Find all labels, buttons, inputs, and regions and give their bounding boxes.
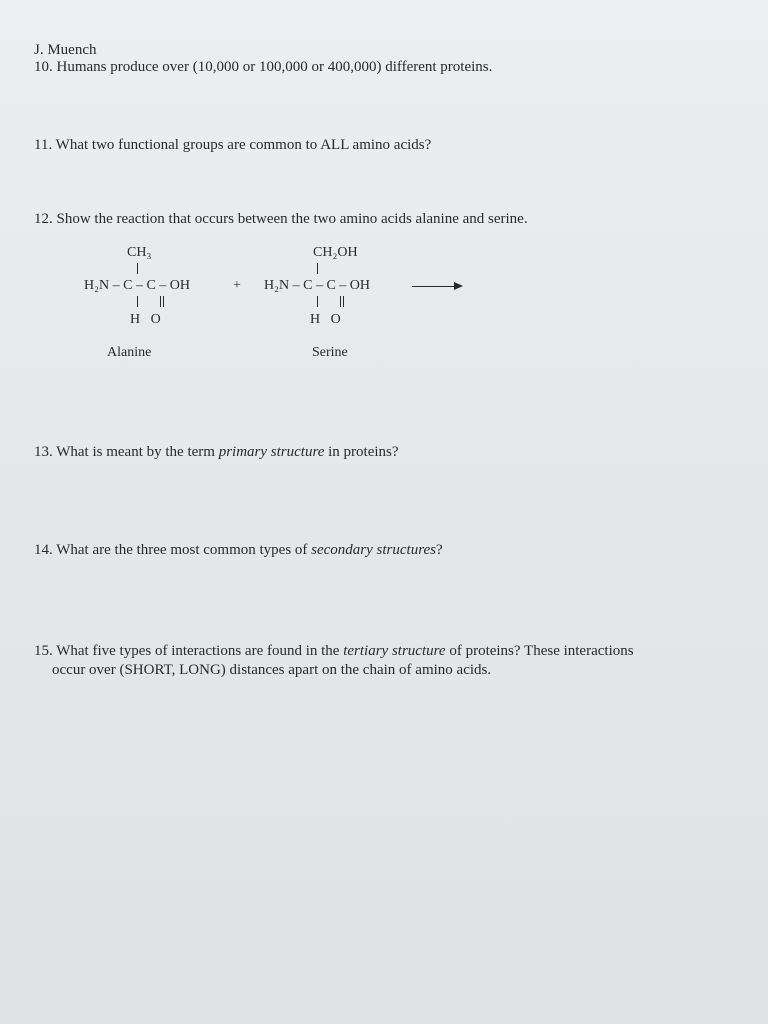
alanine-bottom-atoms: H O bbox=[130, 312, 161, 327]
author-name: J. Muench bbox=[34, 42, 97, 58]
question-14 bbox=[34, 541, 443, 559]
serine-side-chain: CH₂OH bbox=[313, 245, 358, 260]
question-15-line-2: occur over (SHORT, LONG) distances apart on the chain of amino acids. bbox=[52, 662, 492, 678]
serine-bottom-atoms: H O bbox=[310, 312, 341, 327]
question-13-post: in proteins? bbox=[324, 444, 399, 460]
reaction-arrowhead bbox=[454, 282, 463, 290]
question-12: 12. Show the reaction that occurs between the two amino acids alanine and serine. bbox=[34, 211, 528, 227]
plus-sign: + bbox=[233, 278, 241, 293]
serine-label: Serine bbox=[312, 345, 348, 360]
serine-top-bond bbox=[317, 263, 318, 274]
question-15 bbox=[34, 642, 634, 660]
alanine-label: Alanine bbox=[107, 345, 152, 360]
serine-h-bond bbox=[317, 296, 318, 307]
question-14-term: secondary structures bbox=[311, 542, 436, 558]
alanine-backbone: H₂N – C – C – OH bbox=[84, 278, 190, 293]
question-15-term: tertiary structure bbox=[343, 643, 446, 659]
serine-double-bond bbox=[340, 296, 344, 307]
alanine-h-bond bbox=[137, 296, 138, 307]
reaction-arrow bbox=[412, 286, 456, 287]
alanine-double-bond bbox=[160, 296, 164, 307]
question-15-pre: 15. What five types of interactions are found in the bbox=[34, 643, 344, 659]
alanine-side-chain: CH₃ bbox=[127, 245, 152, 260]
question-13-pre: 13. What is meant by the term bbox=[34, 444, 219, 460]
question-10: 10. Humans produce over (10,000 or 100,000 or 400,000) different proteins. bbox=[34, 59, 493, 75]
question-15-post: of proteins? These interactions bbox=[445, 643, 634, 659]
question-14-post: ? bbox=[436, 542, 443, 558]
alanine-top-bond bbox=[137, 263, 138, 274]
question-11: 11. What two functional groups are common to ALL amino acids? bbox=[34, 137, 432, 153]
question-13-term: primary structure bbox=[218, 444, 325, 460]
question-14-pre: 14. What are the three most common types of bbox=[34, 542, 312, 558]
question-13 bbox=[34, 443, 399, 461]
serine-backbone: H₂N – C – C – OH bbox=[264, 278, 370, 293]
